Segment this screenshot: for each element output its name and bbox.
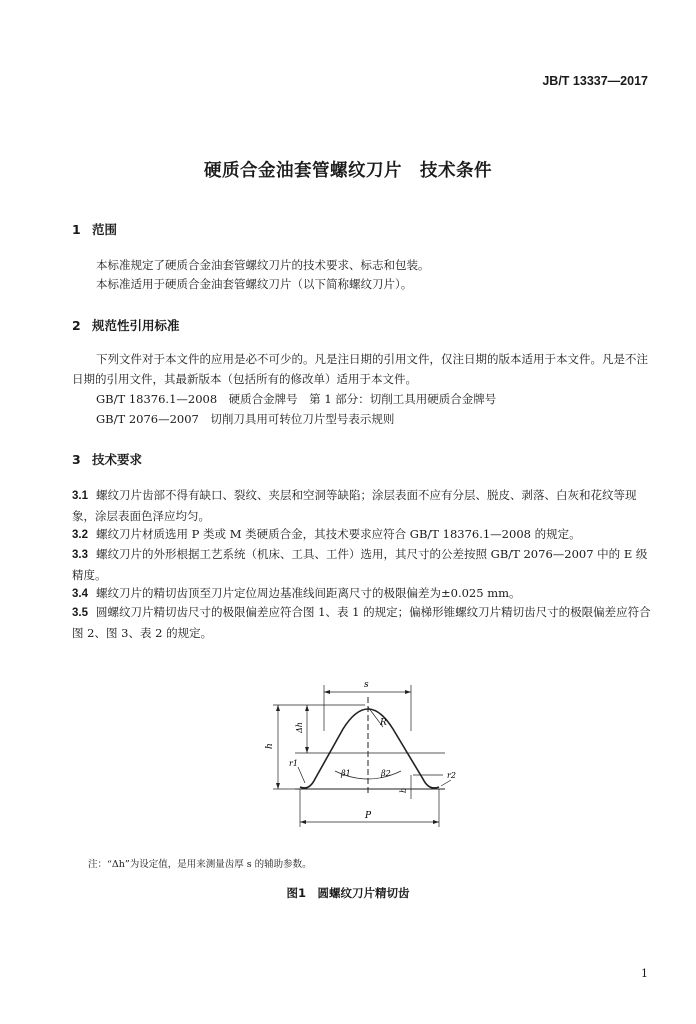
clause-text: 螺纹刀片的精切齿顶至刀片定位周边基准线间距离尺寸的极限偏差为±0.025 mm。 bbox=[96, 586, 521, 600]
clause-text: 螺纹刀片的外形根据工艺系统（机床、工具、工件）选用，其尺寸的公差按照 GB/T 2076—2007 中的 E 级精度。 bbox=[72, 547, 648, 582]
clause-3-5 bbox=[72, 602, 652, 643]
clause-3-3 bbox=[72, 544, 652, 585]
clause-number: 3.5 bbox=[72, 607, 88, 619]
section-title: 规范性引用标准 bbox=[92, 318, 180, 333]
reference-item: GB/T 18376.1—2008 硬质合金牌号 第 1 部分：切削工具用硬质合金牌号 bbox=[96, 392, 497, 406]
label-p: P bbox=[365, 811, 372, 821]
label-beta2: β2 bbox=[381, 769, 391, 778]
label-r: R bbox=[380, 718, 387, 728]
figure-caption: 图1 圆螺纹刀片精切齿 bbox=[286, 886, 410, 900]
label-r2: r2 bbox=[447, 771, 456, 780]
clause-text: 圆螺纹刀片精切齿尺寸的极限偏差应符合图 1、表 1 的规定；偏梯形锥螺纹刀片精切齿尺寸的极限偏差应符合图 2、图 3、表 2 的规定。 bbox=[72, 605, 651, 640]
paragraph: 本标准规定了硬质合金油套管螺纹刀片的技术要求、标志和包装。 bbox=[96, 258, 430, 272]
clause-number: 3.2 bbox=[72, 529, 88, 541]
standard-number: JB/T 13337—2017 bbox=[542, 74, 648, 88]
section-2-heading bbox=[72, 316, 180, 334]
clause-3-2 bbox=[72, 524, 652, 545]
clause-text: 螺纹刀片材质选用 P 类或 M 类硬质合金，其技术要求应符合 GB/T 18376.1—2008 的规定。 bbox=[96, 527, 581, 541]
label-r1: r1 bbox=[289, 759, 298, 768]
clause-number: 3.3 bbox=[72, 549, 88, 561]
label-dh: Δh bbox=[295, 722, 304, 733]
section-3-heading bbox=[72, 450, 142, 468]
section-number: 3 bbox=[72, 452, 81, 467]
reference-item: GB/T 2076—2007 切削刀具用可转位刀片型号表示规则 bbox=[96, 412, 395, 426]
section-title: 范围 bbox=[92, 222, 118, 237]
section-title: 技术要求 bbox=[92, 452, 143, 467]
label-b: b bbox=[399, 787, 408, 793]
clause-text: 螺纹刀片齿部不得有缺口、裂纹、夹层和空洞等缺陷；涂层表面不应有分层、脱皮、剥落、白灰和花纹等现象，涂层表面色泽应均匀。 bbox=[72, 488, 637, 523]
tooth-profile bbox=[300, 709, 439, 788]
clause-number: 3.4 bbox=[72, 588, 88, 600]
label-h: h bbox=[265, 743, 275, 749]
clause-3-4 bbox=[72, 583, 652, 604]
section-1-heading bbox=[72, 220, 117, 238]
document-title: 硬质合金油套管螺纹刀片 技术条件 bbox=[204, 161, 492, 181]
label-beta1: β1 bbox=[341, 769, 351, 778]
label-s: s bbox=[364, 680, 369, 690]
figure-note: 注：“Δh”为设定值，是用来测量齿厚 s 的辅助参数。 bbox=[88, 859, 312, 870]
page-number: 1 bbox=[641, 967, 648, 980]
section-number: 2 bbox=[72, 318, 81, 333]
clause-number: 3.1 bbox=[72, 490, 88, 502]
thread-profile-figure bbox=[255, 675, 470, 830]
section-number: 1 bbox=[72, 222, 81, 237]
paragraph: 本标准适用于硬质合金油套管螺纹刀片（以下简称螺纹刀片）。 bbox=[96, 277, 413, 291]
clause-3-1 bbox=[72, 485, 652, 526]
paragraph: 下列文件对于本文件的应用是必不可少的。凡是注日期的引用文件，仅注日期的版本适用于本文件。凡是不注日期的引用文件，其最新版本（包括所有的修改单）适用于本文件。 bbox=[72, 352, 648, 386]
